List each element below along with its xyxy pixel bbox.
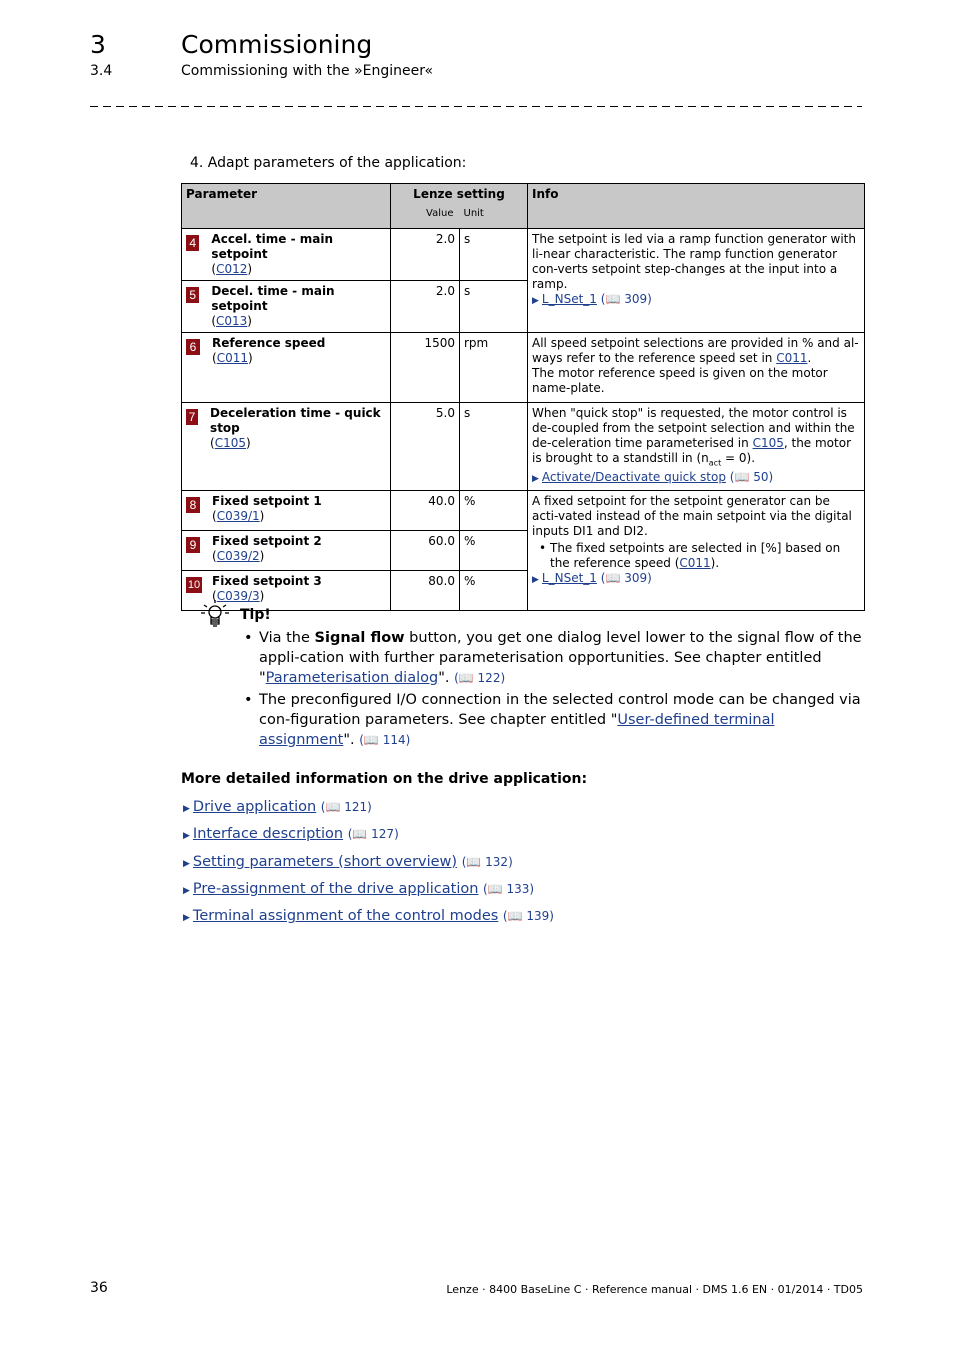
- header-divider: [90, 104, 862, 108]
- param-value: 80.0: [391, 571, 460, 611]
- header-lenze-setting: [391, 184, 528, 229]
- row-badge: 10: [187, 579, 201, 592]
- book-icon: 📖: [507, 909, 523, 924]
- param-value: 60.0: [391, 531, 460, 571]
- parameter-table: [181, 183, 865, 611]
- row-badge: 7: [186, 409, 198, 425]
- info-ramp: The setpoint is led via a ramp function generator with li-near characteristic. The ramp function generator con-verts setpoint step-changes at the input into a ramp. ▶ L_NSet_1 (📖 309): [528, 229, 865, 333]
- lenze-setting-label: Lenze setting: [413, 187, 505, 201]
- tip-text: ".: [343, 732, 355, 748]
- header-unit: Unit: [463, 208, 484, 219]
- page-ref: 132: [485, 854, 509, 869]
- page-ref: 122: [477, 671, 501, 685]
- more-link-terminal-assignment[interactable]: Terminal assignment of the control modes: [192, 908, 499, 925]
- book-icon: 📖: [325, 800, 341, 814]
- param-value: 1500: [391, 333, 460, 403]
- param-name: Fixed setpoint 1: [212, 494, 322, 509]
- info-quick-stop: When "quick stop" is requested, the motor control is de-coupled from the setpoint selection and within the de-celeration time parameterised in C105, the motor is brought to a standstill in $(n_{act} = 0)$. ▶ Activate/Deactivate quick stop (📖 50): [528, 403, 865, 491]
- list-item: ▶ Terminal assignment of the control modes (📖 139): [183, 908, 554, 925]
- info-link[interactable]: Activate/Deactivate quick stop: [541, 470, 726, 485]
- book-icon: 📖: [487, 881, 503, 896]
- param-code-link[interactable]: C039/3: [216, 589, 260, 604]
- info-text: = 0).: [721, 451, 756, 465]
- list-item: ▶ Interface description (📖 127): [183, 826, 399, 843]
- tip-list: [240, 628, 865, 752]
- more-link-drive-application[interactable]: Drive application: [192, 799, 317, 815]
- param-name: Fixed setpoint 2: [212, 534, 322, 549]
- tip-link[interactable]: User-defined terminal assignment: [259, 712, 775, 748]
- param-code-link[interactable]: C013: [216, 314, 248, 328]
- list-item: ▶ Pre-assignment of the drive application (📖 133): [183, 880, 535, 897]
- param-code-link[interactable]: C039/2: [216, 549, 260, 564]
- info-code-link[interactable]: C011: [679, 556, 711, 571]
- tip-link[interactable]: Parameterisation dialog: [265, 670, 439, 686]
- info-text: The setpoint is led via a ramp function generator with li-near characteristic. The ramp function generator con-verts setpoint step-changes at the input into a ramp.: [532, 232, 856, 291]
- info-text: When "quick stop" is requested, the motor control is de-coupled from the setpoint selection and within the de-celeration time parameterised in: [532, 406, 855, 450]
- book-icon: 📖: [605, 292, 621, 306]
- param-value: 2.0: [391, 229, 460, 281]
- page-ref: 121: [344, 800, 368, 814]
- param-code-link[interactable]: C011: [216, 351, 248, 365]
- info-text: The motor reference speed is given on the motor name-plate.: [532, 366, 828, 395]
- arrow-right-icon: ▶: [532, 296, 539, 306]
- tip-text: Via the: [259, 630, 315, 646]
- tip-text: The preconfigured I/O connection in the selected control mode can be changed via con-figuration parameters. See chapter entitled ": [259, 692, 861, 728]
- info-text: The fixed setpoints are selected in [%] based on the reference speed (: [550, 541, 841, 571]
- param-name: Reference speed: [212, 336, 326, 350]
- row-badge: 5: [186, 287, 199, 303]
- book-icon: 📖: [605, 571, 621, 586]
- page-ref: 114: [382, 733, 406, 747]
- page-ref: 309: [624, 571, 648, 586]
- table-row: 5 Decel. time - main setpoint (C013) 2.0 s: [182, 281, 865, 333]
- header-value: Value: [426, 208, 454, 219]
- param-value: 2.0: [391, 281, 460, 333]
- info-link[interactable]: L_NSet_1: [541, 571, 597, 586]
- param-name: Decel. time - main setpoint: [211, 284, 335, 313]
- book-icon: 📖: [466, 854, 482, 869]
- table-row: 7 Deceleration time - quick stop (C105) 5.0 s When "quick stop" is requested, the motor control is de-coupled from the setpoint selection and within the de-celeration time parameterised in C105, the motor is brought to a standstill in $(n_{act} = 0)$. ▶ Activate/Deactivate quick stop (📖 50): [182, 403, 865, 491]
- info-reference-speed: All speed setpoint selections are provided in % and al-ways refer to the reference speed set in C011. The motor reference speed is given on the motor name-plate.: [528, 333, 865, 403]
- list-item: ▶ Drive application (📖 121): [183, 799, 372, 815]
- info-text: All speed setpoint selections are provided in % and al-ways refer to the reference speed set in: [532, 336, 859, 365]
- page-ref: 50: [753, 470, 769, 485]
- param-unit: %: [460, 571, 528, 611]
- param-name: Fixed setpoint 3: [212, 574, 322, 589]
- tip-bold: Signal flow: [314, 630, 405, 646]
- page-ref: 127: [371, 827, 395, 842]
- list-item: ▶ Setting parameters (short overview) (📖 132): [183, 853, 513, 870]
- tip-title: Tip!: [240, 607, 271, 623]
- info-code-link[interactable]: C105: [752, 436, 784, 450]
- table-row: 10 Fixed setpoint 3 (C039/3) 80.0 %: [182, 571, 865, 611]
- table-row: 8 Fixed setpoint 1 (C039/1) 40.0 % A fixed setpoint for the setpoint generator can be acti-vated instead of the main setpoint via the digital inputs DI1 and DI2. • The fixed setpoints are selected in [%] based on the reference speed (C011). ▶ L_NSet_1 (📖 309): [182, 491, 865, 531]
- list-item: • The preconfigured I/O connection in the selected control mode can be changed via con-figuration parameters. See chapter entitled "User-defined terminal assignment". (📖 114): [240, 690, 865, 750]
- param-unit: %: [460, 531, 528, 571]
- table-row: 9 Fixed setpoint 2 (C039/2) 60.0 %: [182, 531, 865, 571]
- info-link[interactable]: L_NSet_1: [541, 292, 597, 306]
- chapter-number: 3: [90, 30, 106, 59]
- row-badge: 8: [186, 497, 200, 513]
- arrow-right-icon: ▶: [532, 474, 539, 485]
- param-code-link[interactable]: C105: [214, 436, 247, 450]
- more-link-pre-assignment[interactable]: Pre-assignment of the drive application: [192, 880, 479, 897]
- chapter-title: Commissioning: [181, 30, 373, 59]
- header-parameter: Parameter: [182, 184, 391, 229]
- param-name: Deceleration time - quick stop: [210, 406, 381, 435]
- arrow-right-icon: ▶: [183, 804, 190, 814]
- param-code-link[interactable]: C012: [216, 262, 248, 276]
- tip-text: button, you get one dialog level lower to the signal flow of the appli-cation with further parameterisation opportunities. See chapter entitled ": [259, 630, 862, 686]
- info-subscript: act: [708, 458, 722, 468]
- arrow-right-icon: ▶: [183, 885, 190, 896]
- param-unit: s: [460, 229, 528, 281]
- row-badge: 4: [186, 235, 199, 251]
- arrow-right-icon: ▶: [183, 831, 190, 842]
- list-item: • Via the Signal flow button, you get one dialog level lower to the signal flow of the appli-cation with further parameterisation opportunities. See chapter entitled "Parameterisation dialog". (📖 122): [240, 628, 865, 688]
- param-unit: s: [460, 281, 528, 333]
- step-text: 4. Adapt parameters of the application:: [190, 155, 467, 171]
- info-text: A fixed setpoint for the setpoint generator can be acti-vated instead of the main setpoint via the digital inputs DI1 and DI2.: [532, 494, 852, 539]
- info-text: ).: [710, 556, 720, 571]
- param-unit: s: [460, 403, 528, 491]
- book-icon: 📖: [458, 671, 474, 685]
- page-ref: 139: [526, 909, 550, 924]
- header-info: Info: [528, 184, 865, 229]
- more-link-setting-parameters[interactable]: Setting parameters (short overview): [192, 853, 458, 870]
- param-code-link[interactable]: C039/1: [216, 509, 260, 524]
- table-row: 6 Reference speed (C011) 1500 rpm All speed setpoint selections are provided in % and al-ways refer to the reference speed set in C011. The motor reference speed is given on the motor name-plate.: [182, 333, 865, 403]
- book-icon: 📖: [352, 827, 368, 842]
- param-value: 5.0: [391, 403, 460, 491]
- section-title: Commissioning with the »Engineer«: [181, 63, 434, 79]
- table-header-row: [182, 184, 865, 229]
- more-info-list: [183, 797, 554, 933]
- param-unit: %: [460, 491, 528, 531]
- page-ref: 133: [506, 881, 530, 896]
- tip-text: ".: [438, 670, 450, 686]
- arrow-right-icon: ▶: [183, 858, 190, 869]
- lightbulb-icon: [198, 597, 232, 631]
- info-text: , the motor is brought to a standstill in (n: [532, 436, 852, 465]
- param-name: Accel. time - main setpoint: [211, 232, 334, 261]
- table-row: 4 Accel. time - main setpoint (C012) 2.0 s The setpoint is led via a ramp function generator with li-near characteristic. The ramp function generator con-verts setpoint step-changes at the input into a ramp. ▶ L_NSet_1 (📖 309): [182, 229, 865, 281]
- param-value: 40.0: [391, 491, 460, 531]
- more-info-heading: More detailed information on the drive application:: [181, 771, 588, 787]
- footer-text: Lenze · 8400 BaseLine C · Reference manual · DMS 1.6 EN · 01/2014 · TD05: [446, 1283, 863, 1296]
- more-link-interface-description[interactable]: Interface description: [192, 826, 344, 843]
- row-badge: 9: [186, 537, 200, 553]
- section-number: 3.4: [90, 63, 113, 79]
- page-ref: 309: [624, 292, 648, 306]
- arrow-right-icon: ▶: [532, 575, 539, 586]
- info-fixed-setpoints: A fixed setpoint for the setpoint generator can be acti-vated instead of the main setpoint via the digital inputs DI1 and DI2. • The fixed setpoints are selected in [%] based on the reference speed (C011). ▶ L_NSet_1 (📖 309): [528, 491, 865, 611]
- param-unit: rpm: [460, 333, 528, 403]
- row-badge: 6: [186, 339, 200, 355]
- arrow-right-icon: ▶: [183, 913, 190, 924]
- info-code-link[interactable]: C011: [776, 351, 808, 365]
- page-number: 36: [90, 1280, 108, 1296]
- book-icon: 📖: [363, 733, 379, 747]
- book-icon: 📖: [734, 470, 750, 485]
